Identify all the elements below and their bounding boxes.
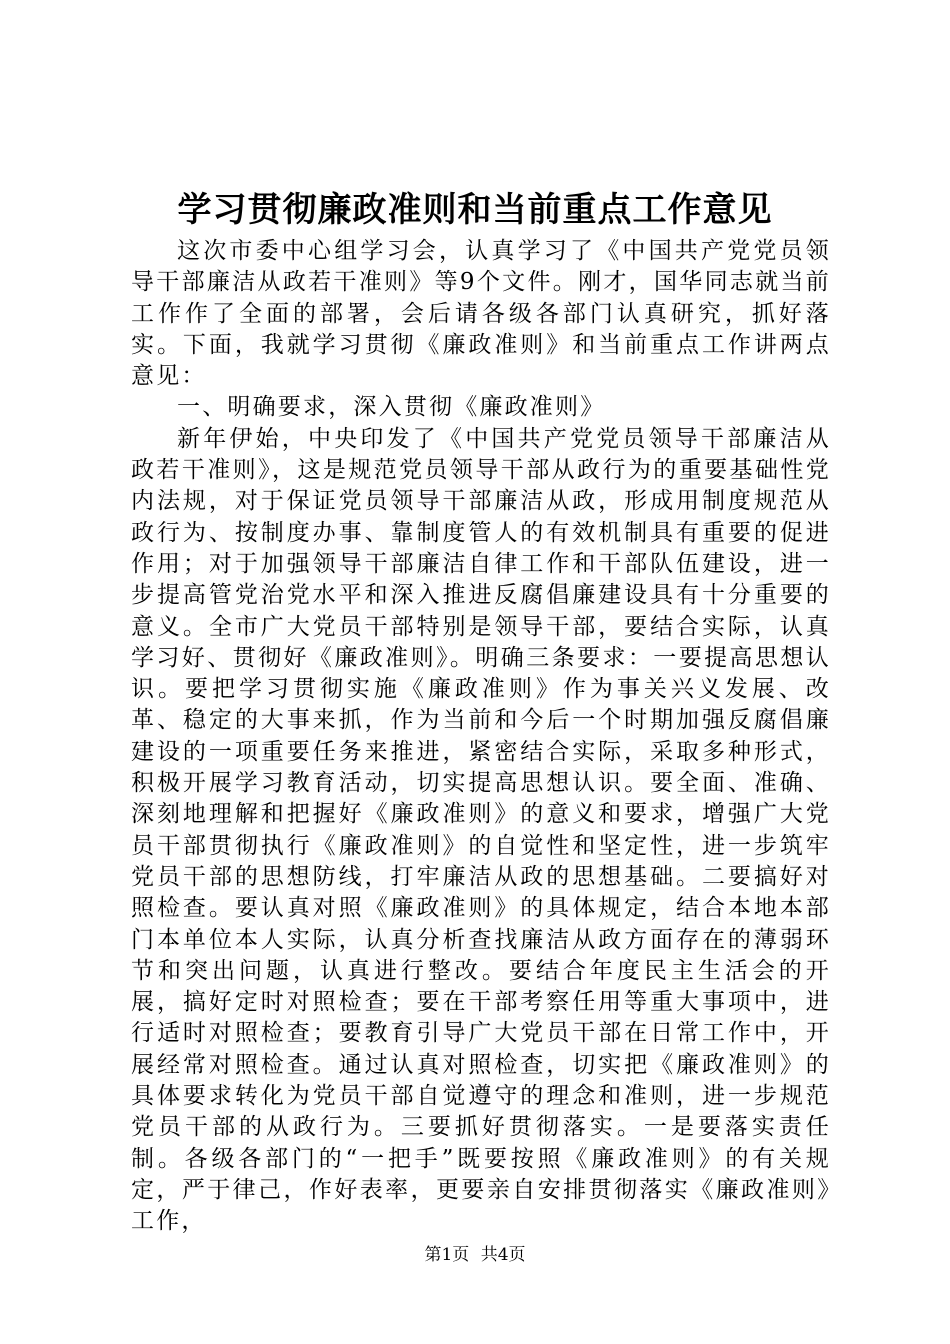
intro-paragraph: 这次市委中心组学习会，认真学习了《中国共产党党员领导干部廉洁从政若干准则》等9个文件。刚才，国华同志就当前工作作了全面的部署，会后请各级各部门认真研究，抓好落实。下面，我就学习贯彻《廉政准则》和当前重点工作讲两点意见： <box>131 238 831 390</box>
page-number: 第1页 <box>424 1245 470 1265</box>
body-paragraph: 新年伊始，中央印发了《中国共产党党员领导干部廉洁从政若干准则》，这是规范党员领导干部从政行为的重要基础性党内法规，对于保证党员领导干部廉洁从政，形成用制度规范从政行为、按制度办事、靠制度管人的有效机制具有重要的促进作用；对于加强领导干部廉洁自律工作和干部队伍建设，进一步提高管党治党水平和深入推进反腐倡廉建设具有十分重要的意义。全市广大党员干部特别是领导干部，要结合实际，认真学习好、贯彻好《廉政准则》。明确三条要求：一要提高思想认识。要把学习贯彻实施《廉政准则》作为事关兴义发展、改革、稳定的大事来抓，作为当前和今后一个时期加强反腐倡廉建设的一项重要任务来推进，紧密结合实际，采取多种形式，积极开展学习教育活动，切实提高思想认识。要全面、准确、深刻地理解和把握好《廉政准则》的意义和要求，增强广大党员干部贯彻执行《廉政准则》的自觉性和坚定性，进一步筑牢党员干部的思想防线，打牢廉洁从政的思想基础。二要搞好对照检查。要认真对照《廉政准则》的具体规定，结合本地本部门本单位本人实际，认真分析查找廉洁从政方面存在的薄弱环节和突出问题，认真进行整改。要结合年度民主生活会的开展，搞好定时对照检查；要在干部考察任用等重大事项中，进行适时对照检查；要教育引导广大党员干部在日常工作中，开展经常对照检查。通过认真对照检查，切实把《廉政准则》的具体要求转化为党员干部自觉遵守的理念和准则，进一步规范党员干部的从政行为。三要抓好贯彻落实。一是要落实责任制。各级各部门的“一把手”既要按照《廉政准则》的有关规定，严于律己，作好表率，更要亲自安排贯彻落实《廉政准则》工作， <box>131 425 831 1235</box>
section-heading: 一、明确要求，深入贯彻《廉政准则》 <box>177 394 606 421</box>
page-total: 共4页 <box>480 1245 526 1265</box>
document-body <box>131 236 831 1238</box>
document-title: 学习贯彻廉政准则和当前重点工作意见 <box>177 190 773 230</box>
page-footer <box>0 1243 950 1267</box>
